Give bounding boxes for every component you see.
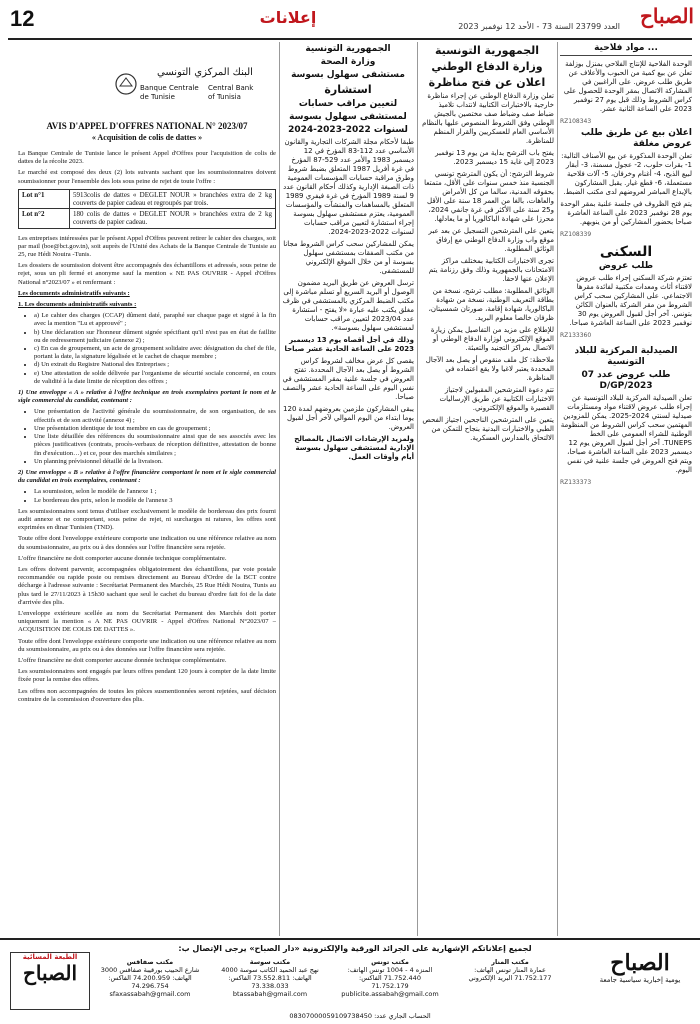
notice-heading: الجمهورية التونسية xyxy=(434,44,540,57)
ad-reference: RZ108339 xyxy=(560,231,592,238)
notice-paragraph: للإطلاع على مزيد من التفاصيل يمكن زيارة الموقع الإلكتروني لوزارة الدفاع الوطني أو الاتصال بمراكز التجنيد والتعبئة. xyxy=(430,326,554,352)
table-row xyxy=(19,209,276,228)
ad-title: الصيدلية المركزية للبلاد التونسية xyxy=(574,346,678,367)
envelope-a-list xyxy=(18,408,276,465)
avis-paragraph: L'enveloppe extérieure scellée au nom du Secrétariat Permanent des Marchés doit porter uniquement la mention « A NE PAS OUVRIR - Appel d'Offres National N°2023/07 – ACQUISITION DE COLIS DE DATTES ». xyxy=(18,609,276,634)
avis-paragraph: L'offre financière ne doit comporter aucune donnée technique complémentaire. xyxy=(18,656,227,664)
envelope-b-list xyxy=(18,488,276,504)
avis-title: AVIS D'APPEL D'OFFRES NATIONAL N° 2023/07 xyxy=(46,121,248,131)
ad-title: اعلان بيع عن طريق طلب عروض مغلقة xyxy=(581,128,692,149)
ad-reference: RZ108343 xyxy=(560,118,592,125)
column-divider xyxy=(417,42,418,936)
footer xyxy=(0,938,700,1024)
envelope-b-heading: 2) Une enveloppe « B » relative à l'offre financière comportant le nom et le sigle commercial du candidat en trois exemplaires, contenant : xyxy=(18,468,276,485)
bct-notice xyxy=(18,42,276,936)
ad-title: السكنى xyxy=(599,244,653,260)
notice-paragraph: يتعين على المترشحين الناجحين اجتياز الفحص الطبي والاختبارات البدنية بنجاح للتمكن من الالتحاق بالمدارس العسكرية. xyxy=(422,416,554,442)
avis-paragraph: L'offre financière ne doit comporter aucune donnée technique complémentaire. xyxy=(18,554,227,562)
list-item: • e) Une attestation de solde délivrée par l'organisme de sécurité sociale concerné, en cours de validité à la date limite de réception des offres ; xyxy=(34,370,276,386)
footer-logo-right xyxy=(590,950,690,1010)
small-ads-column xyxy=(560,42,692,936)
office-block xyxy=(460,958,560,982)
bank-name-en-2: of Tunisia xyxy=(208,93,241,101)
avis-paragraph: Les dossiers de soumission doivent être accompagnés des échantillons et adressés, sous peine de rejet, sous un pli fermé et anonyme sauf la mention « NE PAS OUVRIR - Appel d'Offres National n°2023/07 » et renfermant : xyxy=(18,262,276,286)
page-number: 12 xyxy=(10,6,35,31)
lot-value: 180 colis de dattes « DEGLET NOUR » branchées extra de 2 kg couverts de papier cadeau. xyxy=(70,209,276,228)
office-name: مكتب المنار xyxy=(491,958,529,966)
avis-paragraph: Les soumissionnaires sont engagés par leurs offres pendant 120 jours à compter de la date limite fixée pour la remise des offres. xyxy=(18,668,276,684)
notice-heading: مستشفى سهلول بسوسة xyxy=(291,70,405,80)
notice-paragraph: تجرى الاختبارات الكتابية بمختلف مراكز الامتحانات بالجمهورية وذلك وفق رزنامة يتم الإعلان عنها لاحقا. xyxy=(428,257,554,283)
list-item: • Un planning prévisionnel détaillé de la livraison. xyxy=(34,458,276,466)
section-title: إعلانات xyxy=(259,8,317,27)
notice-paragraph: ترسل العروض عن طريق البريد مضمون الوصول أو البريد السريع أو تسلم مباشرة إلى مكتب الضبط المركزي بالمستشفى في ظرف مغلق يكتب عليه عبارة «لا يفتح - استشارة عدد 2023/04 لتعيين مراقب حسابات لمستشفى سهلول بسوسة». xyxy=(282,279,414,332)
notice-heading: وزارة الصحة xyxy=(320,57,376,67)
office-details: المنزه 4 - 1004 تونس الهاتف: 71.752.440 الفاكس: 71.752.179 publicite.assabah@gmail.com xyxy=(341,966,439,998)
list-item: • Une présentation identique de tout membre en cas de groupement ; xyxy=(34,425,276,433)
avis-body xyxy=(18,150,276,707)
lots-table xyxy=(18,189,276,229)
bank-name-fr-2: de Tunisie xyxy=(140,93,175,101)
notice-paragraph: يبقى المشاركون ملزمين بعروضهم لمدة 120 يوما ابتداء من اليوم الموالي لآخر أجل لقبول العروض. xyxy=(283,405,414,431)
list-item: • d) Un extrait du Registre National des Entreprises ; xyxy=(34,361,276,369)
notice-title: اعلان عن فتح مناظرة xyxy=(428,76,546,89)
notice-paragraph: تتم دعوة المترشحين المقبولين لاجتياز الاختبارات الكتابية عن طريق الإرساليات القصيرة والموقع الإلكتروني. xyxy=(439,386,554,412)
notice-deadline: وذلك في أجل أقصاه يوم 13 ديسمبر 2023 على الساعة الحادية عشر صباحا xyxy=(284,336,414,353)
footer-banner: لجميع إعلاناتكم الإشهارية على الجرائد الورقية والإلكترونية «دار الصباح» يرجى الإتصال ب: xyxy=(178,944,532,953)
avis-paragraph: Toute offre dont l'enveloppe extérieure comporte une indication ou une référence relative au nom du soumissionnaire, au prix ou à des données sur l'offre financière sera rejetée. xyxy=(18,637,276,653)
lot-key: Lot n°2 xyxy=(19,209,70,228)
issue-line: العدد 23799 السنة 73 - الأحد 12 نوفمبر 2023 xyxy=(458,22,620,31)
office-details: نهج عبد الحميد الكاتب سوسة 4000 الهاتف: 73.552.811 الفاكس: 73.338.033 btassabah@gmail.com xyxy=(221,966,319,998)
notice-paragraph: شروط الترشح: أن يكون المترشح تونسي الجنسية منذ خمس سنوات على الأقل، متمتعا بحقوقه المدنية، سالما من كل الأمراض والعاهات، بالغا من العمر 18 سنة على الأقل و25 سنة على الأكثر في غرة جانفي 2024، محرزا على شهادة الباكالوريا أو ما يعادلها. xyxy=(424,170,554,223)
notice-paragraph: يمكن للمشاركين سحب كراس الشروط مجانا من مكتب الصفقات بمستشفى سهلول بسوسة أو من خلال الموقع الإلكتروني للمستشفى. xyxy=(283,240,414,275)
list-item: • Une liste détaillée des références du soumissionnaire ainsi que de ses associés avec les pièces justificatives (contrats, procès-verbaux de réception définitive, attestation de bonne fin d'exécution…) et ce, pour des marchés similaires ; xyxy=(34,433,276,458)
office-block xyxy=(220,958,320,998)
notice-paragraph: ملاحظة: كل ملف منقوص أو يصل بعد الآجال المحددة يعتبر لاغيا ولا يقع اعتماده في المناظرة. xyxy=(425,356,554,382)
notice-heading: وزارة الدفاع الوطني xyxy=(431,60,543,73)
list-item: • Le bordereau des prix, selon le modèle de l'annexe 3 xyxy=(34,497,276,505)
ad-paragraph: يتم فتح الظروف في جلسة علنية بمقر الوحدة يوم 28 نوفمبر 2023 على الساعة العاشرة صباحا بحضور المشاركين أو من ينوبهم. xyxy=(560,200,692,226)
office-name: مكتب سوسة xyxy=(249,958,291,966)
bank-name-fr xyxy=(140,84,204,102)
column-divider xyxy=(279,42,280,936)
header-divider xyxy=(8,38,692,40)
notice-paragraph: الوثائق المطلوبة: مطلب ترشح، نسخة من بطاقة التعريف الوطنية، نسخة من شهادة الباكالوريا، شهادة إقامة، صورتان شمسيتان، ظرفان خالصا معلوم البريد. xyxy=(428,287,554,322)
notice-heading: لتعيين مراقب حسابات xyxy=(298,99,398,109)
list-item: • Une présentation de l'activité générale du soumissionnaire, de son organisation, de ses effectifs et de son activité (annexe 4) ; xyxy=(34,408,276,424)
ad-subtitle: طلب عروض عدد 07 D/GP/2023 xyxy=(581,370,671,391)
ad-reference: RZ133360 xyxy=(560,332,592,339)
column-divider xyxy=(557,42,558,936)
bank-name-en xyxy=(208,84,272,102)
notice-paragraph: يتعين على المترشحين التسجيل عن بعد عبر موقع واب وزارة الدفاع الوطني مع إرفاق الوثائق المطلوبة. xyxy=(428,227,554,253)
notice-paragraph: طبقا لأحكام مجلة الشركات التجارية والقانون الأساسي عدد 112-83 المؤرخ في 12 ديسمبر 1983 والأمر عدد 529-87 المؤرخ في غرة أفريل 1987 المتعلق بضبط شروط وطرق مراقبة حسابات المؤسسات العمومية ذات الصبغة الإدارية وكذلك أحكام القانون عدد 9 لسنة 1989 المؤرخ في غرة فيفري 1989 المتعلق بالمساهمات والمنشآت والمؤسسات العمومية، يعتزم مستشفى سهلول بسوسة إجراء استشارة لتعيين مراقب حسابات لسنوات 2022-2023-2024. xyxy=(283,138,414,236)
ad-paragraph: تعلن الصيدلية المركزية للبلاد التونسية عن إجراء طلب عروض لاقتناء مواد ومستلزمات صيدلية لسنتي 2024-2025. يمكن للمزودين المهتمين سحب كراس الشروط من المنظومة الوطنية للشراء العمومي على الخط TUNEPS. آخر أجل لقبول العروض يوم 12 ديسمبر 2023 على الساعة العاشرة صباحا، ويتم فتح العروض في جلسة علنية في نفس اليوم. xyxy=(560,394,692,474)
avis-paragraph: La Banque Centrale de Tunisie lance le présent Appel d'Offres pour l'acquisition de colis de dattes de la récolte 2023. xyxy=(18,150,276,166)
notice-paragraph: يفتح باب الترشح بداية من يوم 13 نوفمبر 2023 إلى غاية 15 ديسمبر 2023. xyxy=(435,149,554,166)
notice-paragraph: ولمزيد الإرشادات الاتصال بالمصالح الإدارية لمستشفى سهلول بسوسة أيام وأوقات العمل. xyxy=(294,435,414,461)
avis-paragraph: Toute offre dont l'enveloppe extérieure comporte une indication ou une référence relative au nom du soumissionnaire, au prix ou à des données sur l'offre financière sera rejetée. xyxy=(18,535,276,551)
footer-logo-top: الطبعة المسائية xyxy=(22,953,78,961)
bank-name-en-1: Central Bank xyxy=(208,84,254,92)
avis-paragraph: Les offres doivent parvenir, accompagnées obligatoirement des échantillons, par voie postale recommandée ou rapide poste ou remises directement au Bureau d'Ordre de la BCT contre décharge à l'adresse suivante : Secrétariat Permanent des Marchés, 25 Rue Hédi Nouira, Tunis au plus tard le 27/11/2023 à 15h30 sachant que seul le cachet du bureau d'ordre fait foi de la date d'arrivée des plis. xyxy=(18,565,276,606)
notice-paragraph: تعلن وزارة الدفاع الوطني عن إجراء مناظرة خارجية بالاختبارات الكتابية لانتداب تلاميذ ضباط صف وضباط صف مختصين بالجيش الوطني وفق الشروط المنصوص عليها بالنظام الأساسي العام للعسكريين والقرار المنظم للمناظرة. xyxy=(422,92,554,145)
sahloul-notice xyxy=(282,42,414,936)
lot-value: 5913colis de dattes « DEGLET NOUR » branchées extra de 2 kg couverts de papier cadeau et regroupés par trois. xyxy=(70,189,276,208)
footer-logo-name: الصباح xyxy=(22,961,78,985)
table-row xyxy=(19,189,276,208)
lot-key: Lot n°1 xyxy=(19,189,70,208)
avis-paragraph: Les entreprises intéressées par le présent Appel d'Offres peuvent retirer le cahier des charges, soit par mail (boe@bct.gov.tn), soit auprès de l'Unité des Achats de la Banque Centrale de Tunisie au 25, rue Hédi Nouira -Tunis. xyxy=(18,234,276,259)
bank-name-ar: البنك المركزي التونسي xyxy=(157,67,253,78)
avis-paragraph: Les soumissionnaires sont tenus d'utiliser exclusivement le modèle de bordereau des prix fourni audit annexe et ne comportant, sous peine de rejet, ni surcharges ni ratures, les offres sont exprimées en dinar Tunisien (TND). xyxy=(18,507,276,532)
office-block xyxy=(340,958,440,998)
office-details: عمارة المنار تونس الهاتف: 71.752.177 البريد الإلكتروني xyxy=(468,966,552,982)
office-details: شارع الحبيب بورقيبة صفاقس 3000 الهاتف: 74.200.959 الفاكس: 74.296.754 sfaxassabah@gmail.com xyxy=(100,966,200,998)
office-block xyxy=(100,958,200,998)
notice-heading: لسنوات 2022-2023-2024 xyxy=(288,125,408,135)
avis-paragraph: Le marché est composé des deux (2) lots suivants sachant que les soumissionnaires doivent soumissionner pour l'ensemble des lots sous peine de rejet de toute l'offre : xyxy=(18,169,276,185)
bank-emblem-icon xyxy=(114,72,138,96)
ad-paragraph: تعتزم شركة السكنى إجراء طلب عروض لاقتناء أثاث ومعدات مكتبية لفائدة مقرها الاجتماعي. على المشاركين سحب كراس الشروط من مقر الشركة بالعنوان الكائن بتونس. آخر أجل لقبول العروض يوم 30 نوفمبر 2023 على الساعة العاشرة صباحا. xyxy=(569,274,692,327)
notice-heading: الجمهورية التونسية xyxy=(305,44,391,54)
avis-subtitle: « Acquisition de colis de dattes » xyxy=(91,133,203,142)
bank-name-fr-1: Banque Centrale xyxy=(140,84,199,92)
office-name: مكتب صفاقس xyxy=(126,958,174,966)
footer-logo-name: الصباح xyxy=(610,950,670,976)
office-name: مكتب تونس xyxy=(371,958,409,966)
list-item: • La soumission, selon le modèle de l'annexe 1 ; xyxy=(34,488,276,496)
avis-paragraph: Les offres non accompagnées de toutes les pièces susmentionnées seront rejetées, sauf décision contraire de la commission d'ouverture des plis. xyxy=(18,687,276,703)
list-item: • b) Une déclaration sur l'honneur dûment signée spécifiant qu'il n'est pas en état de faillite ou de redressement judiciaire (annexe 2) ; xyxy=(34,329,276,345)
ad-reference: RZ133373 xyxy=(560,479,592,486)
ad-paragraph: الوحدة الفلاحية للإنتاج الفلاحي بمنزل بوزلفة تعلن عن بيع كمية من الحبوب والأعلاف عن طريق طلب عروض. على الراغبين في المشاركة الاتصال بمقر الوحدة للحصول على كراس الشروط وذلك قبل يوم 27 نوفمبر 2023 على الساعة الثانية عشر. xyxy=(563,60,692,113)
list-item: • c) En cas de groupement, un acte de groupement solidaire avec désignation du chef de file, portant la date, la signature légalisée et le cachet de chaque membre ; xyxy=(34,345,276,361)
ad-subtitle: طلب عروض xyxy=(598,261,654,271)
notice-title: استشارة xyxy=(324,83,372,96)
list-item: • a) Le cahier des charges (CCAP) dûment daté, paraphé sur chaque page et signé à la fin avec la mention "Lu et approuvé" ; xyxy=(34,312,276,328)
envelope-a-heading: 1) Une enveloppe « A » relative à l'offre technique en trois exemplaires portant le nom et le sigle commercial du candidat, contenant : xyxy=(18,389,276,405)
bank-account: الحساب الجاري عدد: 08307000059109738450 xyxy=(289,1012,431,1020)
footer-logo-left xyxy=(10,952,90,1010)
notice-paragraph: يقصى كل عرض مخالف لشروط كراس الشروط أو يصل بعد الآجال المحددة. تفتح العروض في جلسة علنية بمقر المستشفى في نفس اليوم على الساعة الحادية عشر والنصف صباحا. xyxy=(282,357,414,401)
defense-notice xyxy=(420,42,554,936)
docs-list xyxy=(18,312,276,386)
notice-heading: لمستشفى سهلول بسوسة xyxy=(289,112,407,122)
newspaper-logo: الصباح xyxy=(639,4,694,28)
footer-logo-tagline: يومية إخبارية سياسية جامعة xyxy=(599,976,681,984)
docs-heading: Les documents administratifs suivants : xyxy=(18,289,130,297)
ad-title: ... مواد فلاحية xyxy=(560,44,692,56)
ad-paragraph: تعلن الوحدة المذكورة عن بيع الأصناف التالية: 1- بقرات حلوب، 2- عجول مسمنة، 3- أبقار لبيع الذبح، 4- أغنام وخرفان، 5- آلات فلاحية مستعملة، 6- قطع غيار. يقبل المشاركون بالإيداع المباشر لعروضهم لدى مكتب الضبط. xyxy=(561,152,692,196)
docs-subheading: 1. Les documents administratifs suivants : xyxy=(18,301,137,309)
